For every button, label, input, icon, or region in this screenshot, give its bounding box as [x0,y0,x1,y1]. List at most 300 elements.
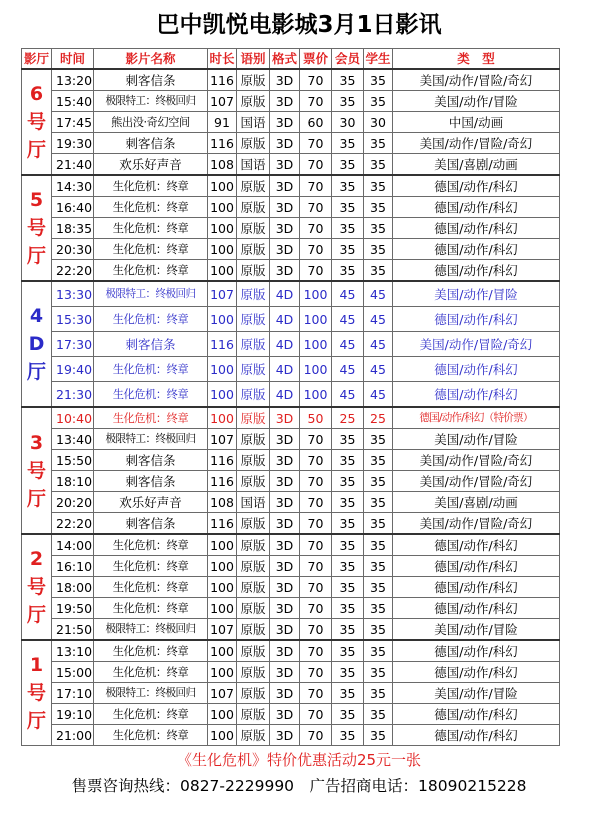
film-cell: 生化危机：终章 [94,357,208,382]
student-price-cell: 35 [364,683,393,704]
length-cell: 100 [208,577,237,598]
student-price-cell: 35 [364,239,393,260]
table-row [22,534,560,556]
member-price-cell: 35 [332,577,364,598]
film-cell: 生化危机：终章 [94,175,208,197]
time-cell: 18:35 [52,218,94,239]
member-price-cell: 35 [332,471,364,492]
genre-cell: 德国/动作/科幻 [393,704,560,725]
time-cell: 13:40 [52,429,94,450]
format-cell: 3D [270,69,300,91]
price-cell: 70 [300,239,332,260]
language-cell: 原版 [237,683,270,704]
student-price-cell: 35 [364,640,393,662]
student-price-cell: 45 [364,382,393,408]
hall-name: 5号厅 [26,189,46,267]
table-row [22,640,560,662]
time-cell: 19:10 [52,704,94,725]
length-cell: 100 [208,725,237,746]
contact-line: 售票咨询热线：0827-2229990 广告招商电话：18090215228 [71,777,527,795]
price-cell: 70 [300,704,332,725]
length-cell: 116 [208,133,237,154]
genre-cell: 美国/动作/冒险 [393,91,560,112]
time-cell: 13:20 [52,69,94,91]
hall-label [22,640,52,746]
time-cell: 21:40 [52,154,94,176]
time-cell: 20:30 [52,239,94,260]
student-price-cell: 35 [364,492,393,513]
student-price-cell: 35 [364,218,393,239]
student-price-cell: 35 [364,197,393,218]
time-cell: 18:00 [52,577,94,598]
film-cell: 生化危机：终章 [94,218,208,239]
time-cell: 17:30 [52,332,94,357]
page-title: 巴中凯悦电影城3月1日影讯 [156,12,442,38]
language-cell: 原版 [237,407,270,429]
member-price-cell: 45 [332,307,364,332]
genre-cell: 德国/动作/科幻 [393,640,560,662]
hall-name: 4D厅 [26,305,46,383]
format-cell: 4D [270,281,300,307]
film-cell: 生化危机：终章 [94,197,208,218]
header-row [22,49,560,70]
length-cell: 100 [208,197,237,218]
table-row [22,725,560,746]
hall-name: 3号厅 [26,431,46,510]
time-cell: 15:30 [52,307,94,332]
member-price-cell: 35 [332,683,364,704]
format-cell: 3D [270,683,300,704]
hall-name: 2号厅 [26,548,46,626]
member-price-cell: 35 [332,662,364,683]
member-price-cell: 45 [332,357,364,382]
table-row [22,662,560,683]
length-cell: 107 [208,281,237,307]
table-row [22,307,560,332]
time-cell: 17:10 [52,683,94,704]
price-cell: 70 [300,450,332,471]
time-cell: 17:45 [52,112,94,133]
format-cell: 3D [270,260,300,282]
member-price-cell: 35 [332,429,364,450]
price-cell: 70 [300,556,332,577]
format-cell: 3D [270,619,300,641]
member-price-cell: 35 [332,154,364,176]
member-price-cell: 30 [332,112,364,133]
language-cell: 原版 [237,260,270,282]
member-price-cell: 35 [332,133,364,154]
film-cell: 生化危机：终章 [94,534,208,556]
student-price-cell: 35 [364,450,393,471]
price-cell: 100 [300,332,332,357]
length-cell: 116 [208,513,237,535]
language-cell: 原版 [237,640,270,662]
header-genre: 类 型 [393,49,560,70]
member-price-cell: 35 [332,492,364,513]
language-cell: 原版 [237,239,270,260]
language-cell: 原版 [237,662,270,683]
student-price-cell: 35 [364,513,393,535]
language-cell: 原版 [237,704,270,725]
length-cell: 100 [208,704,237,725]
genre-cell: 德国/动作/科幻 [393,197,560,218]
film-cell: 生化危机：终章 [94,577,208,598]
schedule-body [22,69,560,746]
hall-name: 6号厅 [26,83,46,161]
member-price-cell: 25 [332,407,364,429]
format-cell: 3D [270,577,300,598]
genre-cell: 美国/动作/冒险 [393,281,560,307]
format-cell: 3D [270,640,300,662]
table-row [22,112,560,133]
hall-label [22,69,52,175]
genre-cell: 德国/动作/科幻 [393,218,560,239]
student-price-cell: 35 [364,133,393,154]
language-cell: 原版 [237,471,270,492]
member-price-cell: 45 [332,332,364,357]
time-cell: 22:20 [52,513,94,535]
price-cell: 70 [300,598,332,619]
price-cell: 100 [300,281,332,307]
genre-cell: 德国/动作/科幻 [393,662,560,683]
length-cell: 100 [208,357,237,382]
format-cell: 3D [270,471,300,492]
table-row [22,407,560,429]
member-price-cell: 35 [332,640,364,662]
genre-cell: 美国/动作/冒险/奇幻 [393,471,560,492]
price-cell: 70 [300,619,332,641]
time-cell: 13:30 [52,281,94,307]
table-row [22,218,560,239]
length-cell: 100 [208,175,237,197]
table-row [22,197,560,218]
genre-cell: 美国/动作/冒险/奇幻 [393,332,560,357]
price-cell: 100 [300,357,332,382]
film-cell: 刺客信条 [94,69,208,91]
language-cell: 国语 [237,112,270,133]
member-price-cell: 35 [332,556,364,577]
header-language: 语别 [237,49,270,70]
genre-cell: 德国/动作/科幻 [393,577,560,598]
film-cell: 生化危机：终章 [94,260,208,282]
time-cell: 19:50 [52,598,94,619]
student-price-cell: 35 [364,534,393,556]
time-cell: 21:50 [52,619,94,641]
table-row [22,154,560,176]
member-price-cell: 45 [332,281,364,307]
table-row [22,260,560,282]
film-cell: 极限特工：终极回归 [94,281,208,307]
time-cell: 21:30 [52,382,94,408]
genre-cell: 美国/动作/冒险 [393,429,560,450]
language-cell: 国语 [237,154,270,176]
length-cell: 91 [208,112,237,133]
table-row [22,683,560,704]
member-price-cell: 35 [332,239,364,260]
price-cell: 50 [300,407,332,429]
price-cell: 60 [300,112,332,133]
member-price-cell: 35 [332,598,364,619]
length-cell: 107 [208,91,237,112]
format-cell: 3D [270,91,300,112]
member-price-cell: 35 [332,704,364,725]
length-cell: 108 [208,492,237,513]
format-cell: 3D [270,175,300,197]
length-cell: 100 [208,662,237,683]
header-hall: 影厅 [22,49,52,70]
student-price-cell: 45 [364,357,393,382]
format-cell: 3D [270,133,300,154]
language-cell: 原版 [237,133,270,154]
member-price-cell: 35 [332,619,364,641]
member-price-cell: 45 [332,382,364,408]
film-cell: 生化危机：终章 [94,239,208,260]
language-cell: 原版 [237,281,270,307]
language-cell: 原版 [237,450,270,471]
student-price-cell: 35 [364,556,393,577]
member-price-cell: 35 [332,534,364,556]
student-price-cell: 35 [364,471,393,492]
film-cell: 生化危机：终章 [94,598,208,619]
genre-cell: 德国/动作/科幻 [393,534,560,556]
language-cell: 原版 [237,197,270,218]
format-cell: 3D [270,197,300,218]
member-price-cell: 35 [332,91,364,112]
language-cell: 国语 [237,492,270,513]
length-cell: 100 [208,640,237,662]
table-row [22,91,560,112]
price-cell: 70 [300,662,332,683]
student-price-cell: 35 [364,260,393,282]
time-cell: 22:20 [52,260,94,282]
table-row [22,577,560,598]
student-price-cell: 35 [364,91,393,112]
student-price-cell: 45 [364,332,393,357]
genre-cell: 德国/动作/科幻 [393,307,560,332]
film-cell: 生化危机：终章 [94,640,208,662]
student-price-cell: 35 [364,619,393,641]
film-cell: 生化危机：终章 [94,704,208,725]
table-row [22,69,560,91]
length-cell: 100 [208,239,237,260]
price-cell: 70 [300,91,332,112]
table-row [22,492,560,513]
table-row [22,382,560,408]
member-price-cell: 35 [332,260,364,282]
length-cell: 107 [208,619,237,641]
language-cell: 原版 [237,218,270,239]
film-cell: 生化危机：终章 [94,725,208,746]
film-cell: 生化危机：终章 [94,307,208,332]
language-cell: 原版 [237,175,270,197]
header-member: 会员 [332,49,364,70]
genre-cell: 美国/动作/冒险 [393,619,560,641]
price-cell: 70 [300,133,332,154]
member-price-cell: 35 [332,513,364,535]
genre-cell: 德国/动作/科幻 [393,175,560,197]
student-price-cell: 25 [364,407,393,429]
promo-text: 《生化危机》特价优惠活动25元一张 [176,751,422,769]
price-cell: 70 [300,260,332,282]
member-price-cell: 35 [332,175,364,197]
film-cell: 刺客信条 [94,332,208,357]
language-cell: 原版 [237,69,270,91]
length-cell: 116 [208,69,237,91]
format-cell: 3D [270,704,300,725]
format-cell: 4D [270,332,300,357]
header-format: 格式 [270,49,300,70]
table-row [22,450,560,471]
time-cell: 14:00 [52,534,94,556]
student-price-cell: 35 [364,598,393,619]
price-cell: 70 [300,577,332,598]
price-cell: 100 [300,382,332,408]
genre-cell: 美国/动作/冒险 [393,683,560,704]
student-price-cell: 35 [364,577,393,598]
length-cell: 100 [208,556,237,577]
header-price: 票价 [300,49,332,70]
film-cell: 欢乐好声音 [94,492,208,513]
format-cell: 3D [270,154,300,176]
genre-cell: 德国/动作/科幻（特价票） [393,407,560,429]
genre-cell: 美国/动作/冒险/奇幻 [393,133,560,154]
film-cell: 生化危机：终章 [94,382,208,408]
genre-cell: 德国/动作/科幻 [393,725,560,746]
time-cell: 16:40 [52,197,94,218]
time-cell: 15:50 [52,450,94,471]
price-cell: 70 [300,175,332,197]
table-row [22,513,560,535]
table-row [22,556,560,577]
student-price-cell: 35 [364,704,393,725]
student-price-cell: 35 [364,725,393,746]
format-cell: 3D [270,556,300,577]
language-cell: 原版 [237,91,270,112]
price-cell: 70 [300,640,332,662]
time-cell: 20:20 [52,492,94,513]
table-row [22,133,560,154]
table-row [22,598,560,619]
language-cell: 原版 [237,382,270,408]
time-cell: 16:10 [52,556,94,577]
price-cell: 70 [300,683,332,704]
format-cell: 3D [270,598,300,619]
hall-label [22,281,52,407]
format-cell: 4D [270,307,300,332]
language-cell: 原版 [237,534,270,556]
member-price-cell: 35 [332,218,364,239]
length-cell: 100 [208,534,237,556]
time-cell: 18:10 [52,471,94,492]
header-length: 时长 [208,49,237,70]
price-cell: 70 [300,218,332,239]
student-price-cell: 35 [364,69,393,91]
genre-cell: 美国/动作/冒险/奇幻 [393,450,560,471]
student-price-cell: 35 [364,154,393,176]
table-row [22,281,560,307]
member-price-cell: 35 [332,69,364,91]
student-price-cell: 45 [364,281,393,307]
genre-cell: 美国/动作/冒险/奇幻 [393,513,560,535]
language-cell: 原版 [237,598,270,619]
price-cell: 70 [300,471,332,492]
film-cell: 刺客信条 [94,133,208,154]
price-cell: 70 [300,69,332,91]
format-cell: 3D [270,112,300,133]
price-cell: 70 [300,725,332,746]
format-cell: 4D [270,382,300,408]
price-cell: 70 [300,429,332,450]
format-cell: 3D [270,429,300,450]
format-cell: 3D [270,492,300,513]
student-price-cell: 35 [364,662,393,683]
format-cell: 3D [270,725,300,746]
length-cell: 107 [208,683,237,704]
price-cell: 100 [300,307,332,332]
length-cell: 100 [208,260,237,282]
film-cell: 刺客信条 [94,471,208,492]
genre-cell: 德国/动作/科幻 [393,239,560,260]
length-cell: 100 [208,382,237,408]
film-cell: 极限特工：终极回归 [94,429,208,450]
time-cell: 21:00 [52,725,94,746]
member-price-cell: 35 [332,725,364,746]
member-price-cell: 35 [332,450,364,471]
genre-cell: 德国/动作/科幻 [393,260,560,282]
hall-label [22,534,52,640]
header-film: 影片名称 [94,49,208,70]
member-price-cell: 35 [332,197,364,218]
format-cell: 3D [270,218,300,239]
language-cell: 原版 [237,725,270,746]
table-row [22,175,560,197]
price-cell: 70 [300,513,332,535]
genre-cell: 德国/动作/科幻 [393,598,560,619]
genre-cell: 德国/动作/科幻 [393,556,560,577]
hall-label [22,407,52,534]
price-cell: 70 [300,197,332,218]
length-cell: 100 [208,407,237,429]
price-cell: 70 [300,492,332,513]
film-cell: 极限特工：终极回归 [94,619,208,641]
format-cell: 3D [270,407,300,429]
table-row [22,332,560,357]
film-cell: 生化危机：终章 [94,662,208,683]
time-cell: 14:30 [52,175,94,197]
language-cell: 原版 [237,332,270,357]
length-cell: 100 [208,218,237,239]
genre-cell: 德国/动作/科幻 [393,357,560,382]
film-cell: 生化危机：终章 [94,407,208,429]
student-price-cell: 35 [364,429,393,450]
table-row [22,429,560,450]
genre-cell: 美国/喜剧/动画 [393,492,560,513]
time-cell: 19:30 [52,133,94,154]
length-cell: 116 [208,332,237,357]
time-cell: 19:40 [52,357,94,382]
language-cell: 原版 [237,357,270,382]
hall-name: 1号厅 [26,654,46,732]
schedule-table [21,48,560,746]
hall-label [22,175,52,281]
genre-cell: 中国/动画 [393,112,560,133]
format-cell: 3D [270,662,300,683]
length-cell: 100 [208,307,237,332]
header-time: 时间 [52,49,94,70]
length-cell: 116 [208,471,237,492]
film-cell: 生化危机：终章 [94,556,208,577]
price-cell: 70 [300,534,332,556]
